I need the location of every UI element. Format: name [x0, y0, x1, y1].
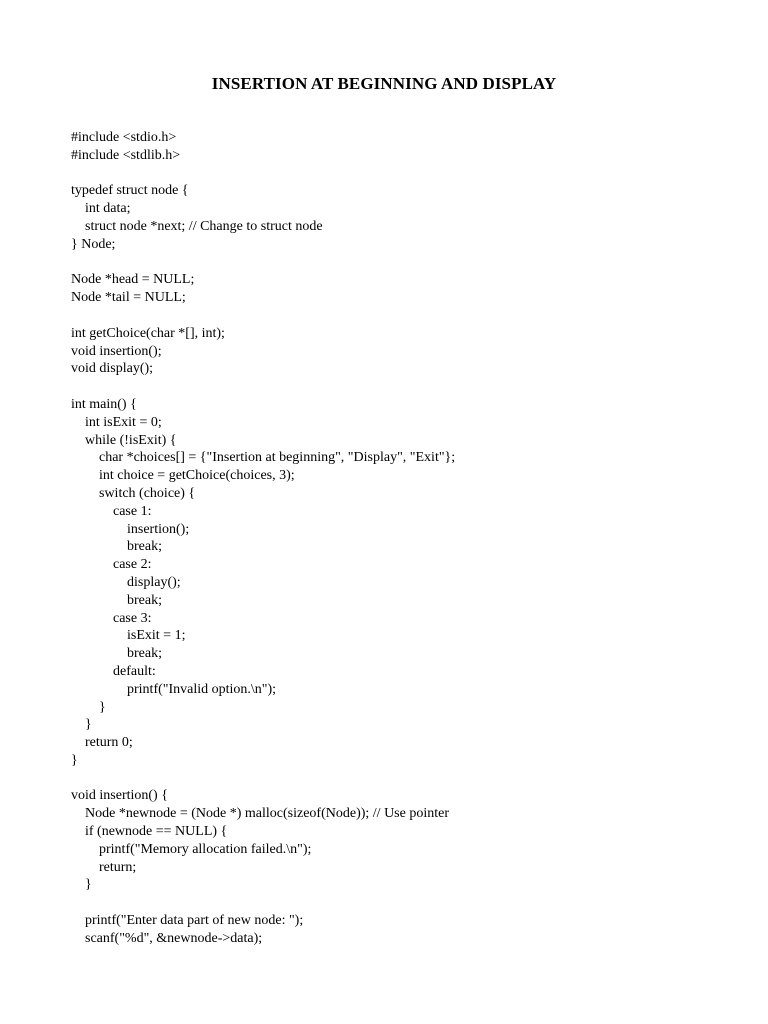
code-line: display(); — [71, 574, 181, 590]
code-line — [71, 165, 711, 183]
code-line — [71, 770, 711, 788]
code-line: case 3: — [71, 610, 152, 626]
code-line — [71, 254, 711, 272]
code-line: } — [71, 752, 78, 768]
code-line — [71, 894, 711, 912]
code-line: case 2: — [71, 557, 152, 573]
code-line: printf("Memory allocation failed.\n"); — [71, 841, 312, 857]
code-line — [71, 378, 711, 396]
code-line: if (newnode == NULL) { — [71, 824, 228, 840]
code-line: Node *newnode = (Node *) malloc(sizeof(Node)); // Use pointer — [71, 806, 449, 822]
code-line: } — [71, 717, 92, 733]
code-line: typedef struct node { — [71, 183, 189, 199]
code-line: default: — [71, 663, 156, 679]
code-line: void display(); — [71, 361, 154, 377]
page-title: INSERTION AT BEGINNING AND DISPLAY — [211, 74, 557, 93]
code-line: insertion(); — [71, 521, 190, 537]
code-line: break; — [71, 646, 162, 662]
code-line — [71, 307, 711, 325]
code-line: Node *tail = NULL; — [71, 290, 186, 306]
code-line: #include <stdio.h> — [71, 130, 177, 145]
code-line: struct node *next; // Change to struct node — [71, 218, 323, 234]
code-line: #include <stdlib.h> — [71, 147, 181, 163]
code-line: void insertion(); — [71, 343, 162, 359]
code-line: isExit = 1; — [71, 628, 186, 644]
code-line: switch (choice) { — [71, 485, 196, 501]
code-line: while (!isExit) { — [71, 432, 177, 448]
code-line: int getChoice(char *[], int); — [71, 325, 225, 341]
code-line: int data; — [71, 201, 131, 217]
code-line: return 0; — [71, 735, 133, 751]
code-line: int choice = getChoice(choices, 3); — [71, 468, 295, 484]
code-line: printf("Enter data part of new node: "); — [71, 913, 304, 929]
code-line: printf("Invalid option.\n"); — [71, 681, 277, 697]
code-line: } — [71, 877, 92, 893]
code-line: case 1: — [71, 503, 152, 519]
code-line: } — [71, 699, 106, 715]
code-block — [71, 129, 711, 948]
code-line: void insertion() { — [71, 788, 168, 804]
code-line: break; — [71, 539, 162, 555]
code-line: int main() { — [71, 396, 137, 412]
code-line: char *choices[] = {"Insertion at beginning", "Display", "Exit"}; — [71, 450, 456, 466]
code-line: break; — [71, 592, 162, 608]
code-line: Node *head = NULL; — [71, 272, 195, 288]
code-line: return; — [71, 859, 137, 875]
code-line: } Node; — [71, 236, 116, 252]
code-line: scanf("%d", &newnode->data); — [71, 930, 263, 946]
code-line: int isExit = 0; — [71, 414, 162, 430]
